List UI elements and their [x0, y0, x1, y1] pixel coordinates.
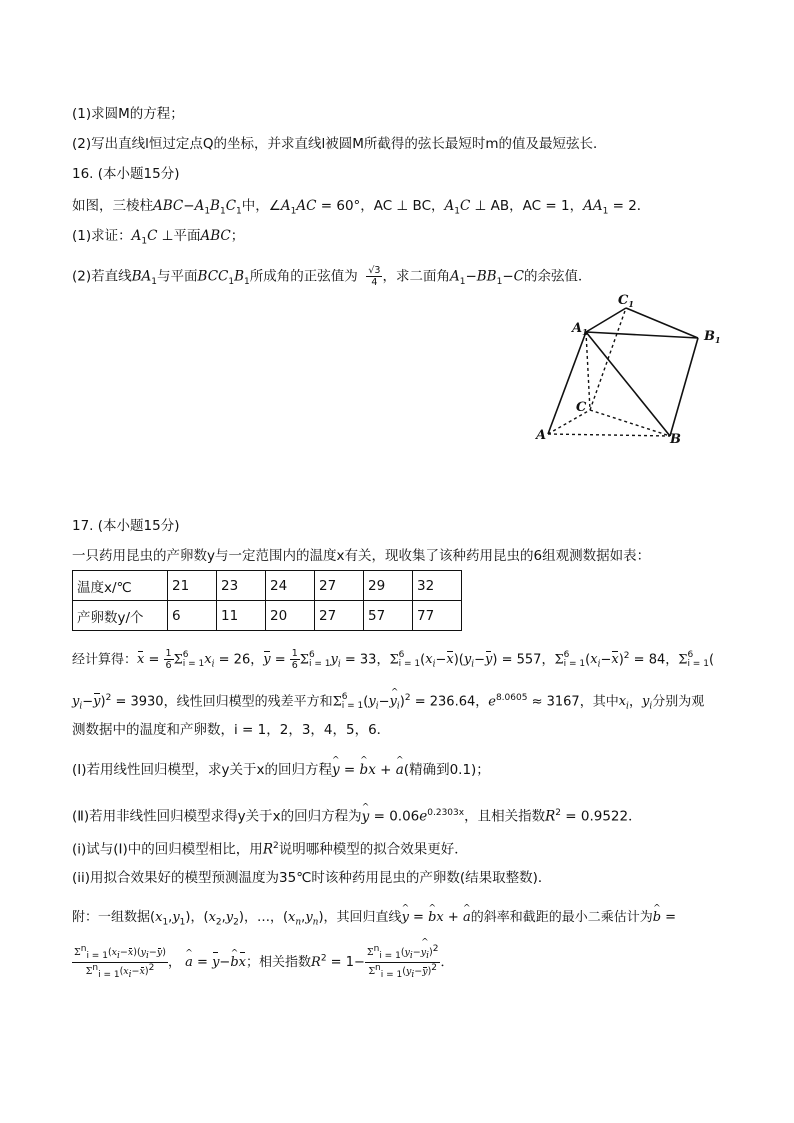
label-a1: $A_1$ — [572, 321, 588, 337]
q17-appendix-line1: 附：一组数据$(x_1,y_1)$，$(x_2,y_2)$，…，$(x_n,y_n)$，其回归直线^ y = ^ bx + ^ a的斜率和截距的最小二乘估计为^ b = — [72, 908, 676, 933]
table-cell: 温度x/℃ — [73, 571, 168, 601]
table-cell: 21 — [168, 571, 217, 601]
table-cell: 57 — [364, 601, 413, 631]
q17-part1: (Ⅰ)若用线性回归模型，求y关于x的回归方程^ y = ^ bx + ^ a(精确到0.1)； — [72, 760, 490, 780]
table-cell: 产卵数y/个 — [73, 601, 168, 631]
q17-sub-ii: (ii)用拟合效果好的模型预测温度为35℃时该种药用昆虫的产卵数(结果取整数)． — [72, 870, 552, 886]
table-cell: 11 — [217, 601, 266, 631]
q16-intro: 如图，三棱柱$ABC-A_1B_1C_1$中，$\angle A_1AC = 60^\circ$，AC ⊥ BC，$A_1C$ ⊥ AB，AC = 1，$AA_1 = 2$． — [72, 198, 651, 217]
label-a: A — [536, 428, 547, 443]
q17-calc-line1: 经计算得：x = $\frac{1}{6}$ Σ6 $i = 1x_i = 26$，y = $\frac{1}{6}$ Σ6 $i = 1y_i = 33$，Σ6 $i = 1(x_i-x)(y_i-y) = 557$，Σ6 $i = 1(x_i-x)^2 = 84$，Σ6 i = 1( — [72, 648, 715, 672]
slope-formula: $\frac{\Sigma^n_{i = 1}(x_i-x)(y_i-y)}{\Sigma^n_{i = 1}(x_i-x)^2}$ — [74, 944, 166, 981]
label-b1: $B_1$ — [704, 329, 721, 345]
table-row-eggs — [73, 601, 462, 631]
q17-header: 17. (本小题15分) — [72, 518, 180, 534]
edge-a1-c — [586, 332, 590, 410]
edge-a1-c1 — [586, 308, 626, 332]
q15-part1: (1)求圆M的方程； — [72, 106, 184, 122]
q17-appendix-line2: $\frac{\Sigma^n_{i = 1}(x_i-x)(y_i-y)}{\Sigma^n_{i = 1}(x_i-x)^2}$ ， ^ a = y−^ bx；相关指数$R^2 = 1-$ $\frac{\Sigma^n_{i = 1}(y_i-\^{} y_i)^2}{\Sigma^n_{i = 1}(y_i-y)^2}$ ． — [72, 944, 454, 981]
q17-intro: 一只药用昆虫的产卵数y与一定范围内的温度x有关，现收集了该种药用昆虫的6组观测数据如表： — [72, 548, 651, 564]
edge-c-c1 — [590, 308, 626, 410]
edge-a-b — [548, 434, 670, 436]
q16-part1: (1)求证：$A_1C$ ⊥平面ABC； — [72, 228, 245, 247]
table-cell: 23 — [217, 571, 266, 601]
table-cell: 20 — [266, 601, 315, 631]
edge-a1-b1 — [586, 332, 698, 338]
edge-c-b — [590, 410, 670, 436]
observation-table — [72, 570, 462, 631]
q17-calc-line2: $y_i-y)^2 = 3930$，线性回归模型的残差平方和Σ6 $i = 1(y_i-\^{}$ $y_i)^2 = 236.64$，$e^{8.0605} \approx 3167$，其中$x_i$，$y_i$分别为观 — [72, 688, 704, 717]
table-row-temperature — [73, 571, 462, 601]
q16-header: 16. (本小题15分) — [72, 166, 180, 182]
q17-sub-i: (i)试与(Ⅰ)中的回归模型相比，用$R^2$说明哪种模型的拟合效果更好． — [72, 841, 468, 858]
edge-a1-a — [548, 332, 586, 434]
table-cell: 6 — [168, 601, 217, 631]
table-cell: 27 — [315, 571, 364, 601]
table-cell: 77 — [413, 601, 462, 631]
q15-part2: (2)写出直线l恒过定点Q的坐标，并求直线l被圆M所截得的弦长最短时m的值及最短弦长． — [72, 136, 607, 152]
sine-value-fraction: $\frac{√3}{4}$ — [368, 265, 381, 288]
edge-b1-b — [670, 338, 698, 436]
label-c1: $C_1$ — [618, 293, 634, 309]
table-cell: 27 — [315, 601, 364, 631]
table-cell: 24 — [266, 571, 315, 601]
q17-calc-line3: 测数据中的温度和产卵数，i = 1，2，3，4，5，6． — [72, 722, 391, 738]
label-b: B — [670, 432, 681, 447]
edge-c1-b1 — [626, 308, 698, 338]
prism-figure — [528, 290, 728, 450]
label-c: C — [576, 400, 587, 415]
table-cell: 32 — [413, 571, 462, 601]
edge-a1-b — [586, 332, 670, 436]
table-cell: 29 — [364, 571, 413, 601]
r-squared-formula: $\frac{\Sigma^n_{i = 1}(y_i-\^{} y_i)^2}{\Sigma^n_{i = 1}(y_i-y)^2}$ — [365, 944, 441, 981]
q17-part2: (Ⅱ)若用非线性回归模型求得y关于x的回归方程为^ $y = 0.06e^{0.2303x}$，且相关指数$R^2 = 0.9522$． — [72, 803, 642, 827]
q16-part2: (2)若直线$BA_1$与平面$BCC_1B_1$所成角的正弦值为 $\frac{√3}{4}$ ，求二面角$A_1-BB_1-C$的余弦值． — [72, 265, 592, 288]
